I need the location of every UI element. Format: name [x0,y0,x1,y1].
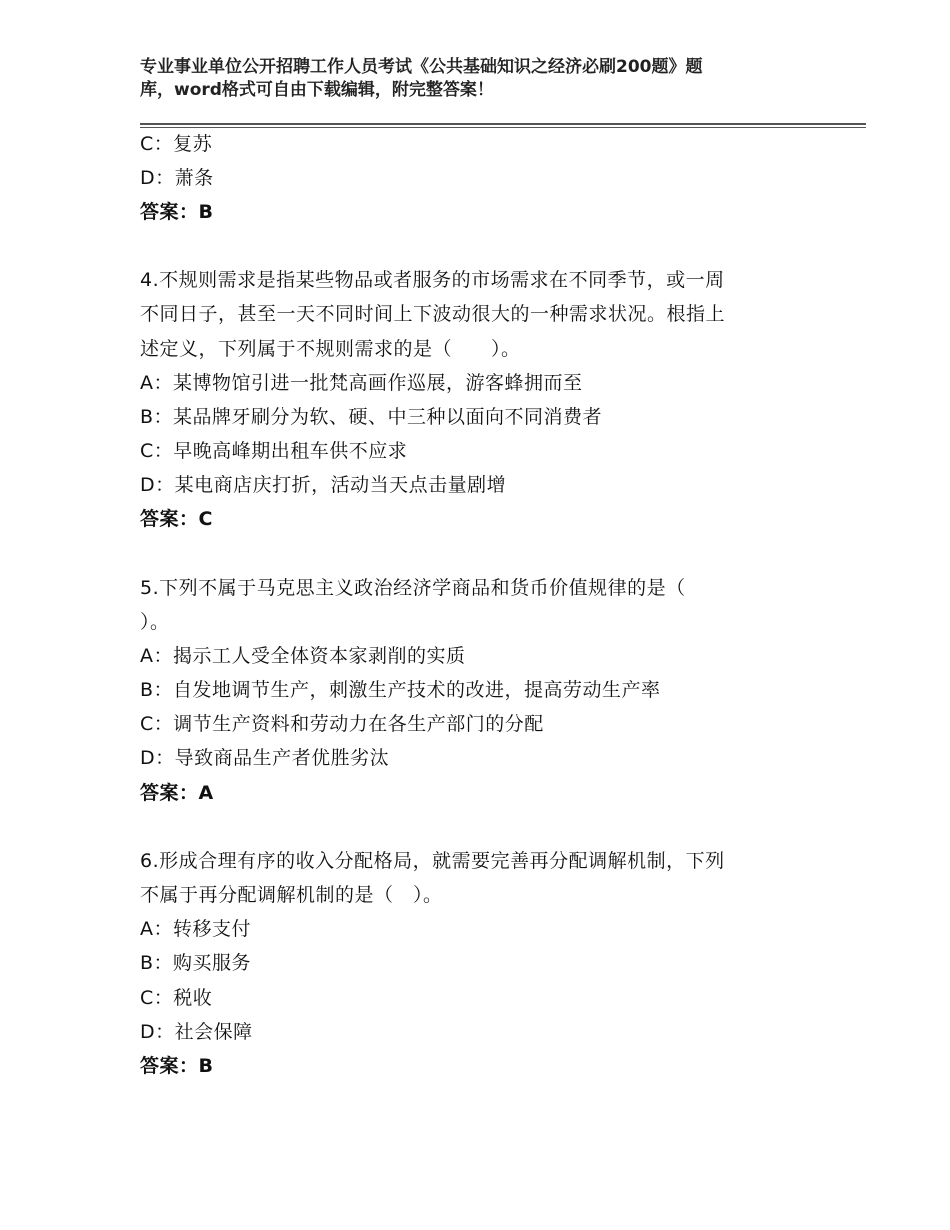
q5-option-c: C：调节生产资料和劳动力在各生产部门的分配 [140,713,544,735]
q4-answer: 答案：C [140,508,213,530]
q4-stem-line-3: 述定义，下列属于不规则需求的是（ ）。 [140,338,521,360]
q3-answer: 答案：B [140,201,214,223]
q6-stem-line-2: 不属于再分配调解机制的是（ ）。 [140,884,443,906]
q4-option-c: C：早晚高峰期出租车供不应求 [140,440,408,462]
header-line-1: 专业事业单位公开招聘工作人员考试《公共基础知识之经济必刷200题》题 [140,57,703,77]
q5-option-d: D：导致商品生产者优胜劣汰 [140,747,390,769]
q4-option-d: D：某电商店庆打折，活动当天点击量剧增 [140,474,507,496]
q5-stem-line-1: 5.下列不属于马克思主义政治经济学商品和货币价值规律的是（ [140,577,686,599]
header-rule-thin [140,127,866,128]
header-line-2: 库，word格式可自由下载编辑，附完整答案！ [140,80,494,100]
q5-answer: 答案：A [140,782,214,804]
header-rule-thick [140,123,866,125]
q6-option-c: C：税收 [140,987,213,1009]
q5-option-b: B：自发地调节生产，刺激生产技术的改进，提高劳动生产率 [140,679,661,701]
q6-stem-line-1: 6.形成合理有序的收入分配格局，就需要完善再分配调解机制，下列 [140,850,725,872]
q5-stem-line-2: ）。 [140,611,170,633]
q3-option-d: D：萧条 [140,167,214,189]
q6-option-b: B：购买服务 [140,952,252,974]
q4-option-a: A：某博物馆引进一批梵高画作巡展，游客蜂拥而至 [140,372,583,394]
document-header [140,56,780,102]
q4-stem-line-2: 不同日子，甚至一天不同时间上下波动很大的一种需求状况。根指上 [140,303,726,325]
q6-answer: 答案：B [140,1055,214,1077]
q3-option-c: C：复苏 [140,133,213,155]
q6-option-a: A：转移支付 [140,918,251,940]
q4-option-b: B：某品牌牙刷分为软、硬、中三种以面向不同消费者 [140,406,603,428]
q6-option-d: D：社会保障 [140,1021,253,1043]
q5-option-a: A：揭示工人受全体资本家剥削的实质 [140,645,466,667]
q4-stem-line-1: 4.不规则需求是指某些物品或者服务的市场需求在不同季节，或一周 [140,269,725,291]
